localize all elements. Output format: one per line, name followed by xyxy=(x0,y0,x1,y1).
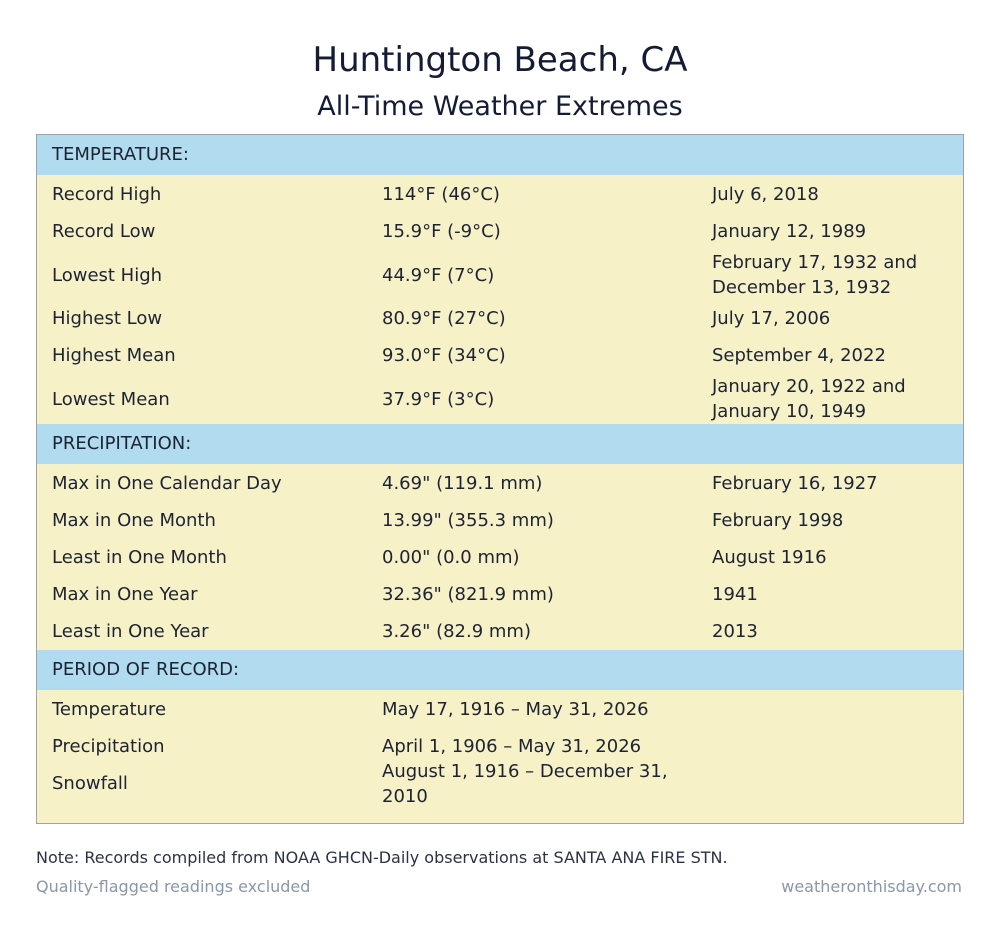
row-label: Highest Mean xyxy=(52,345,176,366)
row-date: January 20, 1922 and January 10, 1949 xyxy=(712,376,906,422)
table-row xyxy=(37,539,963,576)
row-value: 0.00" (0.0 mm) xyxy=(382,547,520,568)
row-label: Max in One Calendar Day xyxy=(52,473,282,494)
row-label: Temperature xyxy=(52,699,167,720)
row-date: 2013 xyxy=(712,621,758,642)
section-header-temperature: TEMPERATURE: xyxy=(37,135,963,175)
row-value: 32.36" (821.9 mm) xyxy=(382,584,554,605)
row-date: July 17, 2006 xyxy=(712,308,831,329)
table-row xyxy=(37,374,963,424)
row-value: 114°F (46°C) xyxy=(382,184,500,205)
section-header-period-of-record: PERIOD OF RECORD: xyxy=(37,650,963,690)
row-label: Least in One Year xyxy=(52,621,209,642)
row-date xyxy=(712,691,952,728)
row-label: Least in One Month xyxy=(52,547,227,568)
page-subtitle: All-Time Weather Extremes xyxy=(317,91,683,122)
table-row xyxy=(37,300,963,337)
row-label: Record Low xyxy=(52,221,156,242)
row-date: August 1916 xyxy=(712,547,827,568)
row-date: February 1998 xyxy=(712,510,844,531)
row-date: February 16, 1927 xyxy=(712,473,878,494)
row-label: Lowest High xyxy=(52,264,163,286)
table-row xyxy=(37,337,963,374)
footer-source: weatheronthisday.com xyxy=(781,877,962,896)
footnote: Note: Records compiled from NOAA GHCN-Daily observations at SANTA ANA FIRE STN. xyxy=(36,848,728,867)
row-label: Snowfall xyxy=(52,773,128,794)
row-label: Max in One Month xyxy=(52,510,216,531)
row-value: 4.69" (119.1 mm) xyxy=(382,473,543,494)
table-row xyxy=(37,465,963,502)
page-title: Huntington Beach, CA xyxy=(312,40,688,80)
table-row xyxy=(37,760,963,807)
row-value: 37.9°F (3°C) xyxy=(382,388,495,410)
section-header-precipitation: PRECIPITATION: xyxy=(37,424,963,464)
row-value: 13.99" (355.3 mm) xyxy=(382,510,554,531)
row-date: 1941 xyxy=(712,584,758,605)
row-value: 93.0°F (34°C) xyxy=(382,345,506,366)
row-date: September 4, 2022 xyxy=(712,345,886,366)
table-row xyxy=(37,502,963,539)
row-date: February 17, 1932 and December 13, 1932 xyxy=(712,252,918,298)
table-row xyxy=(37,250,963,300)
table-row xyxy=(37,576,963,613)
row-value: April 1, 1906 – May 31, 2026 xyxy=(382,736,642,757)
table-row xyxy=(37,691,963,728)
row-value: May 17, 1916 – May 31, 2026 xyxy=(382,699,649,720)
table-row xyxy=(37,213,963,250)
row-date xyxy=(712,765,952,802)
row-value: 80.9°F (27°C) xyxy=(382,308,506,329)
row-date: July 6, 2018 xyxy=(712,184,819,205)
row-value: August 1, 1916 – December 31, 2010 xyxy=(382,760,668,807)
row-label: Lowest Mean xyxy=(52,388,170,410)
row-label: Max in One Year xyxy=(52,584,198,605)
row-value: 44.9°F (7°C) xyxy=(382,264,495,286)
row-label: Highest Low xyxy=(52,308,163,329)
row-date xyxy=(712,728,952,765)
table-row xyxy=(37,613,963,650)
row-value: 3.26" (82.9 mm) xyxy=(382,621,531,642)
row-label: Precipitation xyxy=(52,736,165,757)
row-label: Record High xyxy=(52,184,162,205)
extremes-table xyxy=(36,134,964,824)
row-date: January 12, 1989 xyxy=(712,221,867,242)
footer-disclaimer: Quality-flagged readings excluded xyxy=(36,877,311,896)
table-row xyxy=(37,176,963,213)
row-value: 15.9°F (-9°C) xyxy=(382,221,501,242)
